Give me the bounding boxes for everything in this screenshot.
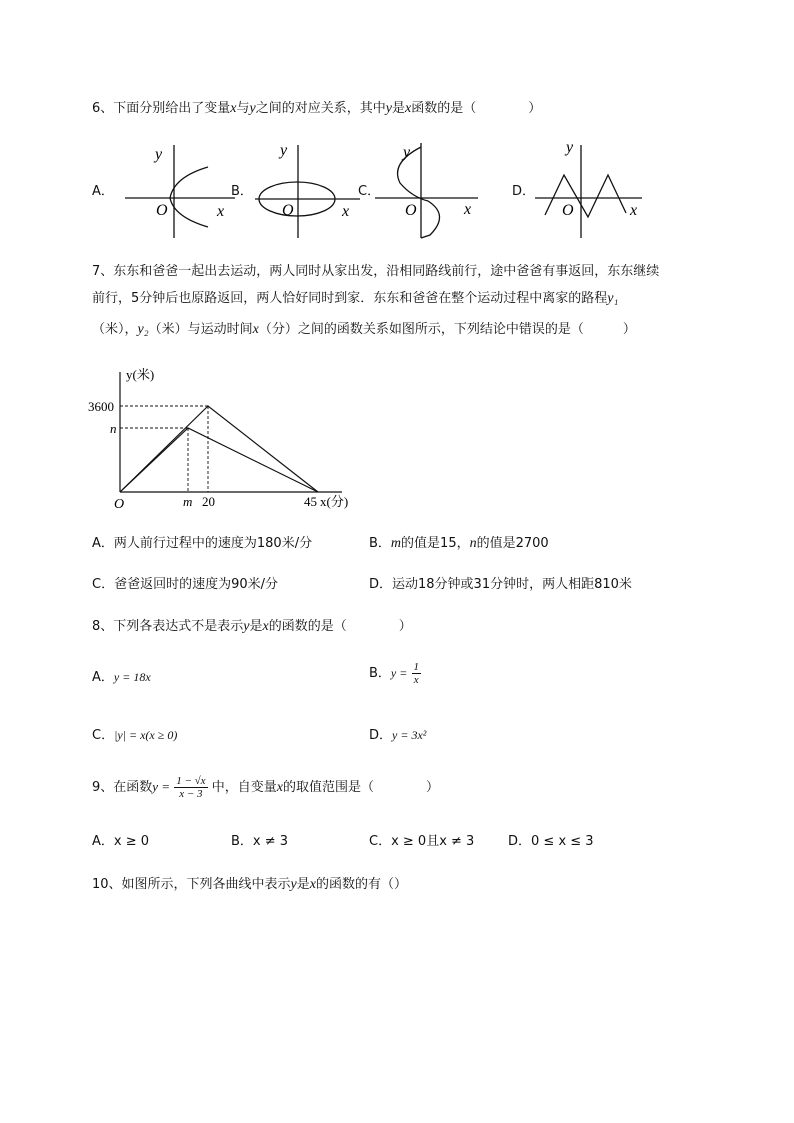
q6-d-y-label: y (566, 139, 574, 156)
q9-stem: 9、在函数y = $\frac{1 - √x}{x - 3}$ 中，自变量x的取值范围是（ ） (92, 775, 439, 800)
q6-c-origin: O (405, 202, 417, 219)
q6-d-x-label: x (630, 202, 638, 219)
q6-option-d-label: D． (512, 184, 536, 199)
q6-a-origin: O (156, 202, 168, 219)
q6-c-x-label: x (464, 201, 472, 218)
q7-chart (80, 362, 380, 520)
q7-line1: 7、东东和爸爸一起出去运动，两人同时从家出发，沿相同路线前行，途中爸爸有事返回，东东继续 (92, 264, 660, 279)
q7-ytick-n: n (110, 421, 117, 436)
q7-origin: O (114, 497, 125, 512)
q6-b-origin: O (282, 202, 294, 219)
q9-fraction: $\frac{1 - √x}{x - 3}$ (176, 775, 206, 800)
q6-graph-a (125, 145, 235, 238)
q8-option-c: C．|y| = x(x ≥ 0) (92, 728, 178, 743)
q8-option-b: B．y = $\frac{1}{x}$ (369, 661, 419, 686)
q6-stem: 6、下面分别给出了变量x与y之间的对应关系，其中y是x函数的是（ ） (92, 101, 542, 116)
q7-option-a: A．两人前行过程中的速度为180米/分 (92, 536, 313, 551)
q7-ytick-3600: 3600 (88, 399, 114, 414)
q6-a-x-label: x (217, 203, 225, 220)
q8-option-d: D．y = 3x² (369, 728, 427, 743)
q7-xtick-20: 20 (202, 494, 215, 509)
q6-d-origin: O (562, 202, 574, 219)
q6-graph-c (375, 143, 478, 238)
q7-option-b: B．m的值是15，n的值是2700 (369, 536, 549, 551)
q7-option-c: C．爸爸返回时的速度为90米/分 (92, 577, 278, 592)
q6-b-y-label: y (280, 142, 288, 159)
q9-option-d: D．0 ≤ x ≤ 3 (508, 834, 594, 849)
q6-option-c-label: C． (358, 184, 381, 199)
q6-graph-d (535, 139, 642, 238)
q7-line-dongdong (120, 406, 318, 492)
q6-option-b-label: B． (231, 184, 253, 199)
q6-c-y-label: y (403, 144, 411, 161)
q6-graphs (0, 135, 794, 245)
q6-a-y-label: y (155, 146, 163, 163)
q6-option-a-label: A． (92, 184, 114, 199)
q8-option-a: A．y = 18x (92, 670, 151, 685)
q7-option-d: D．运动18分钟或31分钟时，两人相距810米 (369, 577, 632, 592)
q7-line3: （米），y₂（米）与运动时间x（分）之间的函数关系如图所示，下列结论中错误的是（ ） (92, 322, 636, 337)
q9-option-a: A．x ≥ 0 (92, 834, 150, 849)
q7-line-dad (120, 428, 318, 492)
q7-xtick-45: 45 (304, 494, 317, 509)
q6-b-x-label: x (342, 203, 350, 220)
q10-stem: 10、如图所示，下列各曲线中表示y是x的函数的有（） (92, 877, 408, 892)
q7-line2: 前行，5分钟后也原路返回，两人恰好同时到家．东东和爸爸在整个运动过程中离家的路程y₁ (92, 291, 619, 306)
q9-option-c: C．x ≥ 0且x ≠ 3 (369, 834, 475, 849)
q9-option-b: B．x ≠ 3 (231, 834, 289, 849)
q8-stem: 8、下列各表达式不是表示y是x的函数的是（ ） (92, 619, 412, 634)
q7-xtick-m: m (183, 494, 193, 509)
q7-ylabel: y(米) (126, 367, 155, 382)
q7-xlabel: x(分) (320, 494, 349, 509)
q8-b-fraction: $\frac{1}{x}$ (413, 661, 419, 686)
q6-graph-b (255, 142, 360, 238)
